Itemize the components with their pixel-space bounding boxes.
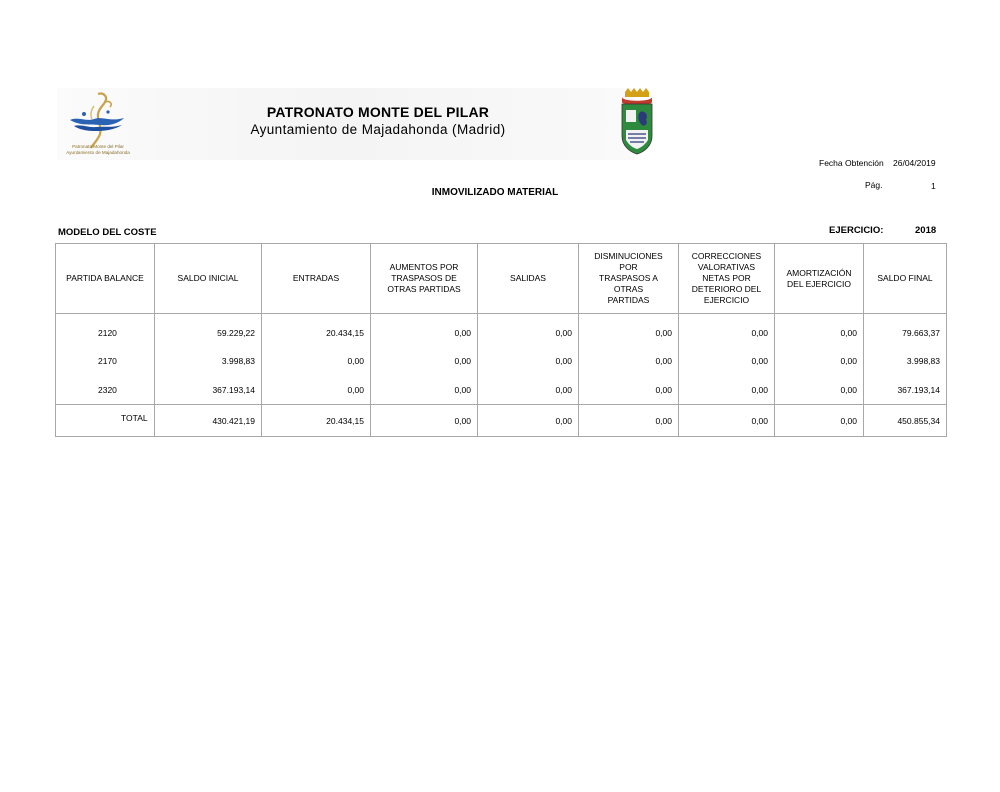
modelo-label: MODELO DEL COSTE [58,227,157,238]
organization-subtitle: Ayuntamiento de Majadahonda (Madrid) [250,122,506,137]
table-cell: 0,00 [775,314,864,347]
table-cell: 0,00 [478,346,579,376]
table-cell: 0,00 [579,346,679,376]
table-cell: 0,00 [262,346,371,376]
page-number: 1 [931,181,936,191]
column-header: SALDO FINAL [864,244,947,314]
table-cell: 0,00 [371,376,478,405]
table-cell: 20.434,15 [262,314,371,347]
table-cell: 0,00 [478,376,579,405]
table-cell: 3.998,83 [155,346,262,376]
total-cell: 0,00 [679,405,775,437]
table-row [56,376,947,405]
table-cell: 0,00 [679,314,775,347]
column-header: AMORTIZACIÓN DEL EJERCICIO [775,244,864,314]
table-header-row [56,244,947,314]
ejercicio-label: EJERCICIO: [829,225,884,236]
table-cell: 0,00 [679,376,775,405]
table-cell: 0,00 [371,346,478,376]
logo-caption-line1: Patronato Monte del Pilar [72,144,124,149]
column-header: DISMINUCIONES POR TRASPASOS A OTRAS PARTIDAS [579,244,679,314]
column-header: ENTRADAS [262,244,371,314]
total-cell: 20.434,15 [262,405,371,437]
total-cell: 0,00 [579,405,679,437]
fecha-obtencion-value: 26/04/2019 [893,158,936,168]
column-header: AUMENTOS POR TRASPASOS DE OTRAS PARTIDAS [371,244,478,314]
total-cell: 0,00 [775,405,864,437]
table-cell: 0,00 [775,376,864,405]
table-cell: 0,00 [579,314,679,347]
total-cell: 430.421,19 [155,405,262,437]
column-header: PARTIDA BALANCE [56,244,155,314]
column-header: CORRECCIONES VALORATIVAS NETAS POR DETERIORO DEL EJERCICIO [679,244,775,314]
table-cell: 0,00 [478,314,579,347]
column-header: SALDO INICIAL [155,244,262,314]
table-cell: 0,00 [679,346,775,376]
total-cell: 0,00 [371,405,478,437]
fecha-obtencion-label: Fecha Obtención [819,158,884,168]
ejercicio-value: 2018 [915,225,937,236]
table-cell: 2320 [56,376,155,405]
total-cell: 0,00 [478,405,579,437]
table-cell: 0,00 [775,346,864,376]
total-row [56,405,947,437]
table-cell: 2120 [56,314,155,347]
table-row [56,346,947,376]
logo-caption-line2: Ayuntamiento de Majadahonda [66,150,130,155]
majadahonda-coat-of-arms [616,88,658,160]
total-cell: 450.855,34 [864,405,947,437]
table-cell: 0,00 [262,376,371,405]
table-cell: 0,00 [371,314,478,347]
report-title: INMOVILIZADO MATERIAL [431,187,559,198]
table-row [56,314,947,347]
table-cell: 367.193,14 [864,376,947,405]
table-cell: 2170 [56,346,155,376]
patronato-logo [58,88,138,160]
inmovilizado-table [55,243,947,437]
organization-title: PATRONATO MONTE DEL PILAR [266,104,490,120]
table-cell: 3.998,83 [864,346,947,376]
table-cell: 367.193,14 [155,376,262,405]
total-label: TOTAL [56,405,155,437]
page-label: Pág. [865,180,883,190]
table-cell: 0,00 [579,376,679,405]
table-cell: 79.663,37 [864,314,947,347]
table-cell: 59.229,22 [155,314,262,347]
column-header: SALIDAS [478,244,579,314]
